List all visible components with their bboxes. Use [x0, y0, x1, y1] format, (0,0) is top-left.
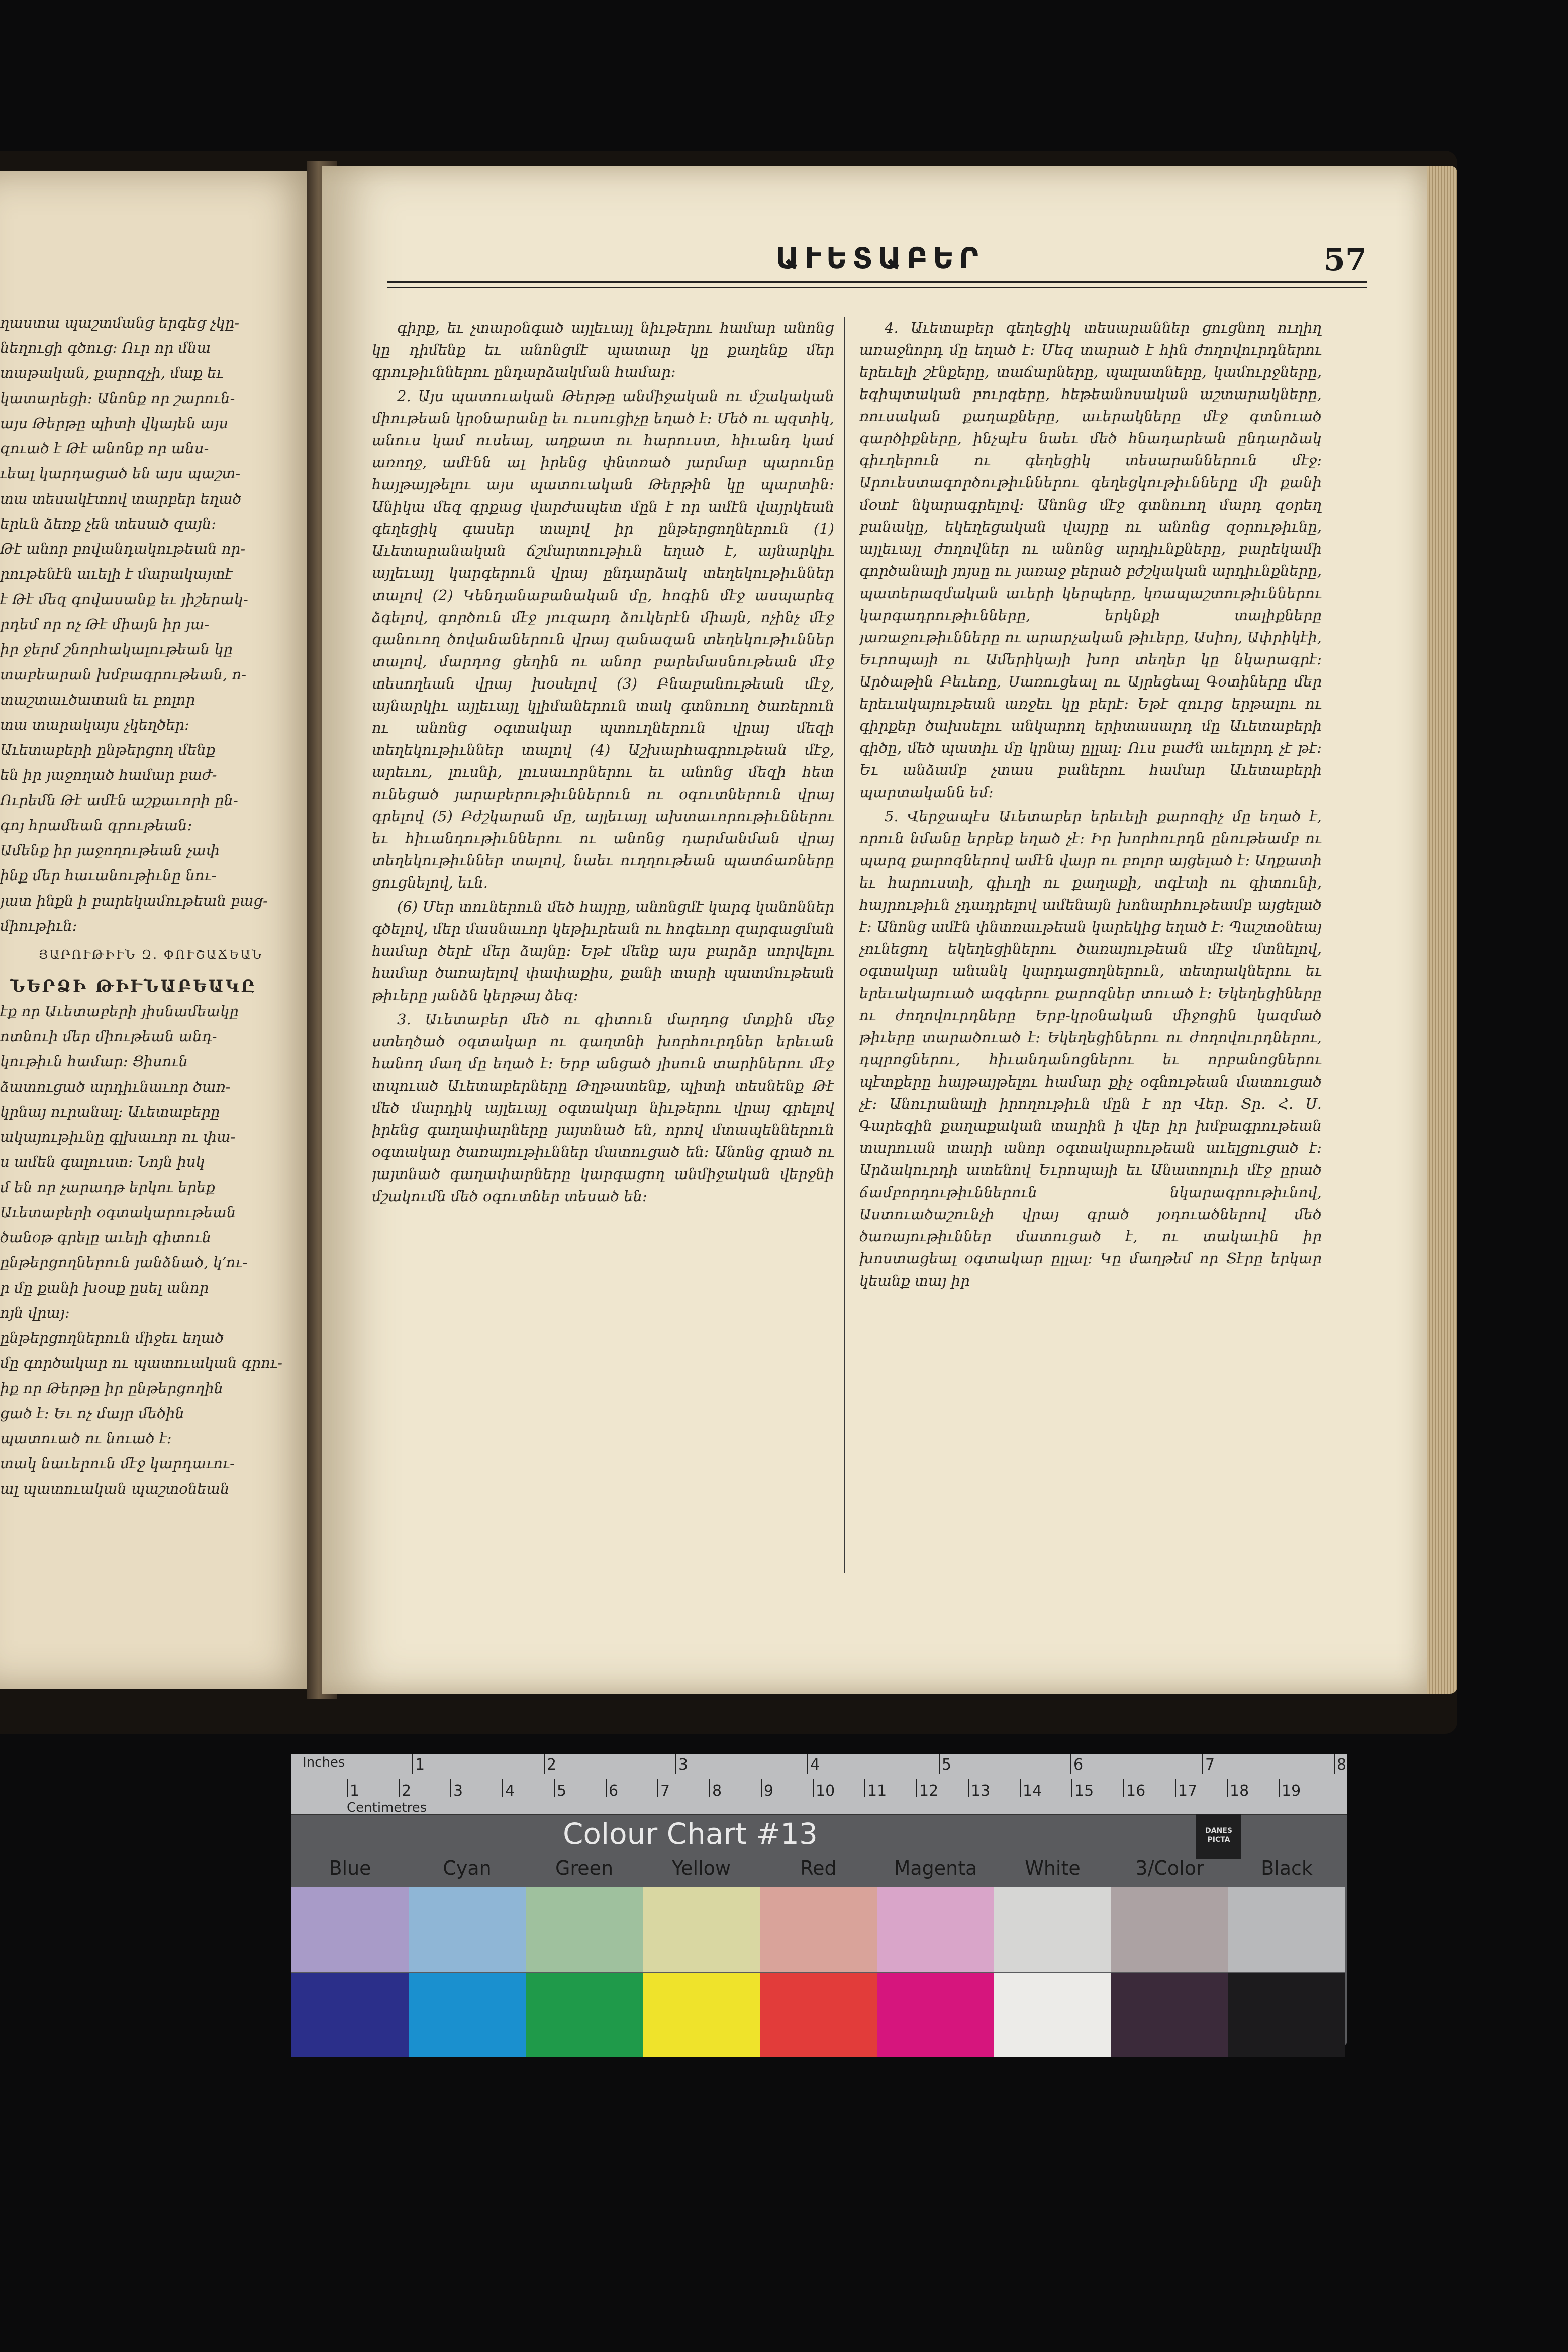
- cm-tick: [347, 1779, 348, 1797]
- cm-tick: [916, 1779, 917, 1797]
- cm-tick: [1279, 1779, 1280, 1797]
- swatch-label: Yellow: [672, 1857, 731, 1879]
- swatch-solid: [409, 1973, 526, 2057]
- cm-tick: [657, 1779, 658, 1797]
- paragraph: ղաստա պաշտմանց երգեց չկը-: [0, 314, 240, 331]
- swatch-label: Green: [555, 1857, 614, 1879]
- cm-tick-label: 17: [1178, 1782, 1198, 1800]
- paragraph: ոտնուի մեր միութեան անդ-: [0, 1028, 217, 1045]
- cm-tick-label: 19: [1282, 1782, 1301, 1800]
- paragraph: Թէ անոր բովանդակութեան որ-: [0, 540, 246, 557]
- cm-tick-label: 5: [557, 1782, 567, 1800]
- swatch-tint: [291, 1887, 409, 1972]
- inch-tick: [1070, 1754, 1071, 1774]
- column-divider: [844, 317, 845, 1573]
- paragraph: իր ջերմ շնորհակալութեան կը: [0, 641, 233, 658]
- inch-tick: [412, 1754, 413, 1774]
- cm-tick-label: 13: [971, 1782, 991, 1800]
- inch-tick-label: 7: [1205, 1756, 1215, 1774]
- paragraph: ծանօթ գրելը աւելի գիտուն: [0, 1229, 212, 1246]
- inch-tick-label: 2: [547, 1756, 557, 1774]
- cm-tick-label: 12: [919, 1782, 939, 1800]
- paragraph: (6) Մեր տուներուն մեծ հայրը, անոնցմէ կարգ կանոններ գծելով, մեր մասնաւոր կեթիւրեան ու հոգեւոր զարգացման համար ծերէ մեր ձայնը։ Եթէ մենք այս բարձր սորվելու համար ծառայելով փափաքիս, քանի տարի պատմութեան թիւերը յանձն կերթայ ձեզ։: [372, 898, 834, 1004]
- header-rule: [387, 281, 1367, 283]
- swatch-tint: [643, 1887, 760, 1972]
- paragraph: ր մը քանի խօսք ըսել անոր: [0, 1279, 209, 1296]
- paragraph: զուած է Թէ անոնք որ անս-: [0, 440, 209, 457]
- cm-tick-label: 18: [1230, 1782, 1249, 1800]
- swatch-solid: [643, 1973, 760, 2057]
- cm-tick-label: 4: [505, 1782, 515, 1800]
- paragraph: մ են որ չարադթ երկու երեք: [0, 1179, 215, 1196]
- cm-tick: [606, 1779, 607, 1797]
- paragraph: ընթերցողներուն միջեւ եղած: [0, 1329, 224, 1346]
- cm-tick: [399, 1779, 400, 1797]
- cm-tick: [1020, 1779, 1021, 1797]
- paragraph: ձատուցած արդիւնաւոր ծառ-: [0, 1078, 231, 1095]
- cm-tick-label: 9: [764, 1782, 774, 1800]
- paragraph: Ամենք իր յաջողութեան չափ: [0, 842, 220, 859]
- colour-chart: [291, 1754, 1347, 2045]
- signature: ՅԱՐՈՒԹԻՒՆ Զ. ՓՈՒՇԱՃԵԱՆ: [39, 948, 263, 962]
- cm-tick-label: 1: [350, 1782, 360, 1800]
- inch-tick-label: 6: [1073, 1756, 1084, 1774]
- paragraph: միութիւն։: [0, 917, 77, 934]
- ruler-cm-label: Centimetres: [347, 1800, 427, 1815]
- cm-tick-label: 6: [609, 1782, 619, 1800]
- swatch-solid: [877, 1973, 994, 2057]
- right-page: [322, 166, 1432, 1694]
- paragraph: են իր յաջողած համար բաժ-: [0, 766, 217, 783]
- paragraph: կրնայ ուրանալ։ Աւետաբերը: [0, 1103, 220, 1120]
- swatch-tint: [526, 1887, 643, 1972]
- swatch-tint: [409, 1887, 526, 1972]
- cm-tick-label: 8: [712, 1782, 722, 1800]
- cm-tick-label: 3: [453, 1782, 463, 1800]
- paragraph: ցած է։ Եւ ոչ մայր մեծին: [0, 1405, 184, 1422]
- page-number: 57: [1323, 241, 1367, 278]
- paragraph: Աւետաբերի ընթերցող մենք: [0, 741, 216, 758]
- chart-logo: DANES PICTA: [1196, 1814, 1241, 1859]
- paragraph: յատ ինքն ի բարեկամութեան բաց-: [0, 892, 268, 909]
- cm-tick: [450, 1779, 451, 1797]
- paragraph: տաթական, քարոզչի, մաք եւ: [0, 364, 224, 381]
- inch-tick: [1202, 1754, 1203, 1774]
- ruler-inches-label: Inches: [303, 1755, 345, 1770]
- running-head: ԱՒԵՏԱԲԵՐ: [775, 241, 984, 275]
- paragraph: նեղուցի գծուց։ Ուր որ մնա: [0, 339, 211, 356]
- paragraph: իք որ Թերթը իր ընթերցողին: [0, 1380, 224, 1397]
- inch-tick-label: 8: [1337, 1756, 1347, 1774]
- paragraph: րութենէն աւելի է մարակայտէ: [0, 565, 233, 582]
- page-edges: [1427, 166, 1457, 1694]
- paragraph: գոյ հրամեան գրութեան։: [0, 817, 192, 834]
- cm-tick: [813, 1779, 814, 1797]
- paragraph: գիրք, եւ չտարօնգած այլեւայլ նիւթերու համար անոնց կը դիմենք եւ անոնցմէ պատար կը քաղենք մեր գրութիւններու ընդարձակման համար։: [372, 319, 834, 380]
- cm-tick: [1071, 1779, 1072, 1797]
- paragraph: ընթերցողներուն յանձնած, կ՚ու-: [0, 1254, 248, 1271]
- paragraph: ակայութիւնը գլխաւոր ու փա-: [0, 1128, 236, 1145]
- paragraph: Աւետաբերի օգտակարութեան: [0, 1204, 236, 1221]
- swatch-solid: [994, 1973, 1111, 2057]
- left-page-text: [0, 312, 302, 1669]
- paragraph: ւեալ կարդացած են այս պաշտ-: [0, 465, 241, 482]
- cm-tick: [502, 1779, 503, 1797]
- inch-tick: [807, 1754, 808, 1774]
- text-column-1: [372, 317, 834, 1653]
- paragraph: 2. Այս պատուական Թերթը անմիջական ու մշակական միութեան կրօնարանը եւ ուսուցիչը եղած է։ Մեծ ու պզտիկ, անուս կամ ուսեալ, աղքատ ու հարուստ, հիւանդ կամ առողջ, ամէնն ալ իրենց փնտռած յարմար պարունը հայթայթելու այս պատուական Թերթին կը պարտին։ Անիկա մեզ գրքաց վարժապետ մըն է որ ամէն վայրկեան գեղեցիկ գասեր տալով իր ընթերցողներուն (1) Աւետարանական ճշմարտութիւն եղած է, այնարկիւ այլեւայլ կարգերուն վրայ ընդարձակ տեղեկութիւններ տալով (2) Կենդանաբանական մը, հոգին մէջ ասպարեզ ձգելով, գործուն մէջ յուզարդ ձուկերէն միայն, ոչինչ մէջ գանուող ծովանաներուն վրայ զանազան տեղեկութիւններ տալով, մարդոց ցեղին ու անոր բարեմասնութեան մէջ տեսողեան վրայ խօսելով (3) Բնաբանութեան մէջ, այնարկիւ այլեւայլ կլիմաներուն տակ գտնուող ծառերուն ու անոնց օգտակար պտուղներուն վրայ մեզի տեղեկութիւններ տալով (4) Աշխարհագրութեան մէջ, արեւու, լուսնի, լուսաւորներու եւ անոնց մեզի հետ ունեցած յարաբերութիւններուն ու օգուտներուն վրայ գրելով (5) Բժշկարան մը, այլեւայլ ախտաւորութիւններու եւ հիւանդութիւններու ու անոնց դարմանման վրայ տեղեկութիւններ տալով, նաեւ ուղղութեան պատճառները ցուցնելով, եւն.: [372, 387, 834, 891]
- inch-tick: [544, 1754, 545, 1774]
- cm-tick-label: 2: [402, 1782, 412, 1800]
- cm-tick: [554, 1779, 555, 1797]
- cm-tick-label: 16: [1126, 1782, 1146, 1800]
- cm-tick-label: 14: [1023, 1782, 1042, 1800]
- paragraph: ալ պատուական պաշտօնեան: [0, 1480, 230, 1497]
- swatch-label: Black: [1261, 1857, 1313, 1879]
- paragraph: տաշտաւծատան եւ բոլոր: [0, 691, 195, 708]
- paragraph: ս ամեն գալուստ։ Նոյն իսկ: [0, 1153, 205, 1170]
- paragraph: ոյն վրայ։: [0, 1304, 70, 1321]
- swatch-solid: [1228, 1973, 1345, 2057]
- swatch-solid: [291, 1973, 409, 2057]
- cm-tick: [761, 1779, 762, 1797]
- paragraph: 4. Աւետաբեր գեղեցիկ տեսարաններ ցուցնող ուղիղ առաջնորդ մը եղած է։ Մեզ տարած է հին ժողովուրդներու երեւելի շէնքերը, տաճարները, պալատները, կամուրջները, եգիպտական բուրգերը, հեթեանոսական աշտարակները, ռուսական քաղաքները, աւերակները մէջ գտնուած գարծիքները, ինչպէս նաեւ մեծ հնադարեան ընդարձակ գիւղերուն ու գեղեցիկ տեսարաններուն մէջ։ Արուեստագործութիւններու գեղեցկութիւնները մի քանի մօտէ նկարագրելով։ Անոնց մէջ գտնուող մարդ զօրեղ բանակը, եկեղեցական վայրը ու անոնց զօրութիւնը, այլեւայլ ժողովներ ու անոնց արդիւնքները, բարեկամի գործանալի յոյսը ու յառաջ բերած բժշկական արդիւնքները, պատերազմական աւերի կերպերը, կռապաշտութիւններու կարգադրութիւնները, երկնքի տալիքները յառաջութիւնները ու արարչական թիւերը, Ասիոյ, Ափրիկէի, Եւրոպայի ու Ամերիկայի խոր տեղեր կը նկարագրէ։ Արծաթին Բեւեռը, Սառուցեալ ու Այրեցեալ Գօտիները մեր երեւակայութեան առջեւ կը բերէ։ Եթէ զուրց երթալու ու գիրքեր ծախսելու անկարող երիտասարդ մը Աւետաբերի գիծը, մեծ պատիւ մը կրնայ ըլլալ։ Ուս բաժն աւելորդ չէ թէ։ Եւ անձամբ չտաս բաներու համար Աւետաբերի պարտականն եմ։: [859, 319, 1322, 801]
- inch-tick: [675, 1754, 676, 1774]
- paragraph: էք որ Աւետաբերի յիսնամեակը: [0, 1003, 239, 1020]
- swatch-label: 3/Color: [1135, 1857, 1204, 1879]
- inch-tick: [939, 1754, 940, 1774]
- paragraph: րդեմ որ ոչ Թէ միայն իր յա-: [0, 616, 210, 633]
- paragraph: 3. Աւետաբեր մեծ ու գիտուն մարդոց մտքին մեջ ստեղծած օգտակար ու գաղտնի խորհուրդներ երեւան հանող մաղ մը եղած է։ Երբ անցած յիսուն տարիներու մէջ տպուած Աւետաբերները Թղթատենք, պիտի տեսնենք Թէ մեծ մարդիկ այլեւայլ օգտակար նիւթերու վրայ գրելով իրենց գաղափարները յայտնած են, որով մտապեններուն օգտակար ծառայութիւններ մատուցած են։ Անոնց գրած ու յայտնած գաղափարները կարգացող անմիջական վերջնի մշակումն մեծ օգուտներ տեսած են։: [372, 1011, 834, 1205]
- header-rule-thin: [387, 287, 1367, 288]
- cm-tick-label: 10: [816, 1782, 835, 1800]
- swatch-solid: [526, 1973, 643, 2057]
- paragraph: Ուրեմն Թէ ամէն աշքաւորի ըն-: [0, 792, 238, 809]
- swatch-label: Red: [800, 1857, 837, 1879]
- inch-tick: [1334, 1754, 1335, 1774]
- swatch-tint: [760, 1887, 877, 1972]
- paragraph: տա տեսակէտով տարբեր եղած: [0, 490, 242, 507]
- swatch-tint: [994, 1887, 1111, 1972]
- cm-tick: [1175, 1779, 1176, 1797]
- left-page: [0, 171, 327, 1689]
- inch-tick-label: 1: [415, 1756, 425, 1774]
- chart-title: Colour Chart #13: [563, 1817, 818, 1851]
- paragraph: երևն ձեռք չեն տեսած զայն։: [0, 515, 217, 532]
- swatch-solid: [1111, 1973, 1228, 2057]
- paragraph: պատուած ու նուած է։: [0, 1430, 172, 1447]
- paragraph: կութիւն համար։ Ցիսուն: [0, 1053, 188, 1070]
- paragraph: տակ նաւերուն մէջ կարդաւու-: [0, 1455, 235, 1472]
- paragraph: տաբեարան խմբագրութեան, ո-: [0, 666, 247, 683]
- cm-tick: [1227, 1779, 1228, 1797]
- paragraph: մը գործակար ու պատուական գրու-: [0, 1354, 282, 1371]
- cm-tick-label: 7: [660, 1782, 670, 1800]
- paragraph: ինք մեր հաւանութիւնը նու-: [0, 867, 217, 884]
- page-header: [387, 241, 1367, 286]
- inch-tick-label: 5: [942, 1756, 952, 1774]
- inch-tick-label: 4: [810, 1756, 820, 1774]
- cm-tick: [864, 1779, 865, 1797]
- swatch-label: Blue: [329, 1857, 371, 1879]
- swatch-tint: [877, 1887, 994, 1972]
- ruler: [291, 1754, 1347, 1815]
- paragraph: 5. Վերջապէս Աւետաբեր երեւելի քարոզիչ մը եղած է, որուն նմանը երբեք եղած չէ։ Իր խորհուրդն ընութեամբ ու պարզ քարոզներով ամէն վայր ու բոլոր այցելած է։ Աղքատի եւ հարուստի, գիւղի ու քաղաքի, տգէտի ու գիտունի, հայրութիւն չդադրելով ամենայն խոնարհութեամբ այցելած է։ Անոնց ամէն փնտռաւթեան կարեկից եղած է։ Պաշտօնեայ չունեցող եկեղեցիներու ծառայութեան մէջ մտնելով, օգտակար անանկ կարդացողներուն, տետրակներու եւ երեւակայուած ազգերու քարոզներ տուած է։ Եկեղեցիները ու ժողովուրդները Երբ-կրօնական միջոցին կազմած թիւերը տարածուած է։ Եկեղեցիներու ու ժողովուրդներու, դպրոցներու, հիւանդանոցներու եւ որբանոցներու պէտքերը հայթայթելու համար քիչ օգնութեան մատուցած չէ։ Անուրանալի իրողութիւն մըն է որ Վեր. Տր. Հ. Ս. Գարեգին քաղաքական տարին ի վեր իր խմբագրութեան տարուան տարի անոր օգտակարութեան աւելցուցած է։ Արձակուրդի ատենով Եւրոպայի եւ Անատոլուի մէջ ըրած ճամբորդութիւններուն նկարագրութիւնով, Աստուածաշունչի վրայ գրած յօդուածներով մեծ ծառայութիւններ մատուցած է, ու տակաւին իր խոստացեալ օգտակար ըլլալ։ Կը մաղթեմ որ Տէրը երկար կեանք տայ իր: [859, 808, 1322, 1289]
- cm-tick: [1123, 1779, 1124, 1797]
- paragraph: այս Թերթը պիտի վկայեն այս: [0, 415, 229, 432]
- swatch-label: Cyan: [443, 1857, 492, 1879]
- text-column-2: [859, 317, 1322, 1653]
- cm-tick: [709, 1779, 710, 1797]
- cm-tick-label: 15: [1074, 1782, 1094, 1800]
- cm-tick: [968, 1779, 969, 1797]
- cm-tick-label: 11: [867, 1782, 887, 1800]
- swatch-label: Magenta: [894, 1857, 977, 1879]
- section-heading: ՆԵՐՁԻ ԹԻՒՆԱԲԵԱԿԸ: [10, 976, 257, 996]
- paragraph: կատարեցի։ Անոնք որ շարուն-: [0, 389, 235, 407]
- paragraph: տա տարակայս չկեղծեր։: [0, 716, 189, 733]
- swatch-label: White: [1025, 1857, 1081, 1879]
- swatch-tint: [1111, 1887, 1228, 1972]
- inch-tick-label: 3: [678, 1756, 689, 1774]
- paragraph: է Թէ մեզ գովասանք եւ յիշերակ-: [0, 591, 248, 608]
- swatch-tint: [1228, 1887, 1345, 1972]
- swatch-solid: [760, 1973, 877, 2057]
